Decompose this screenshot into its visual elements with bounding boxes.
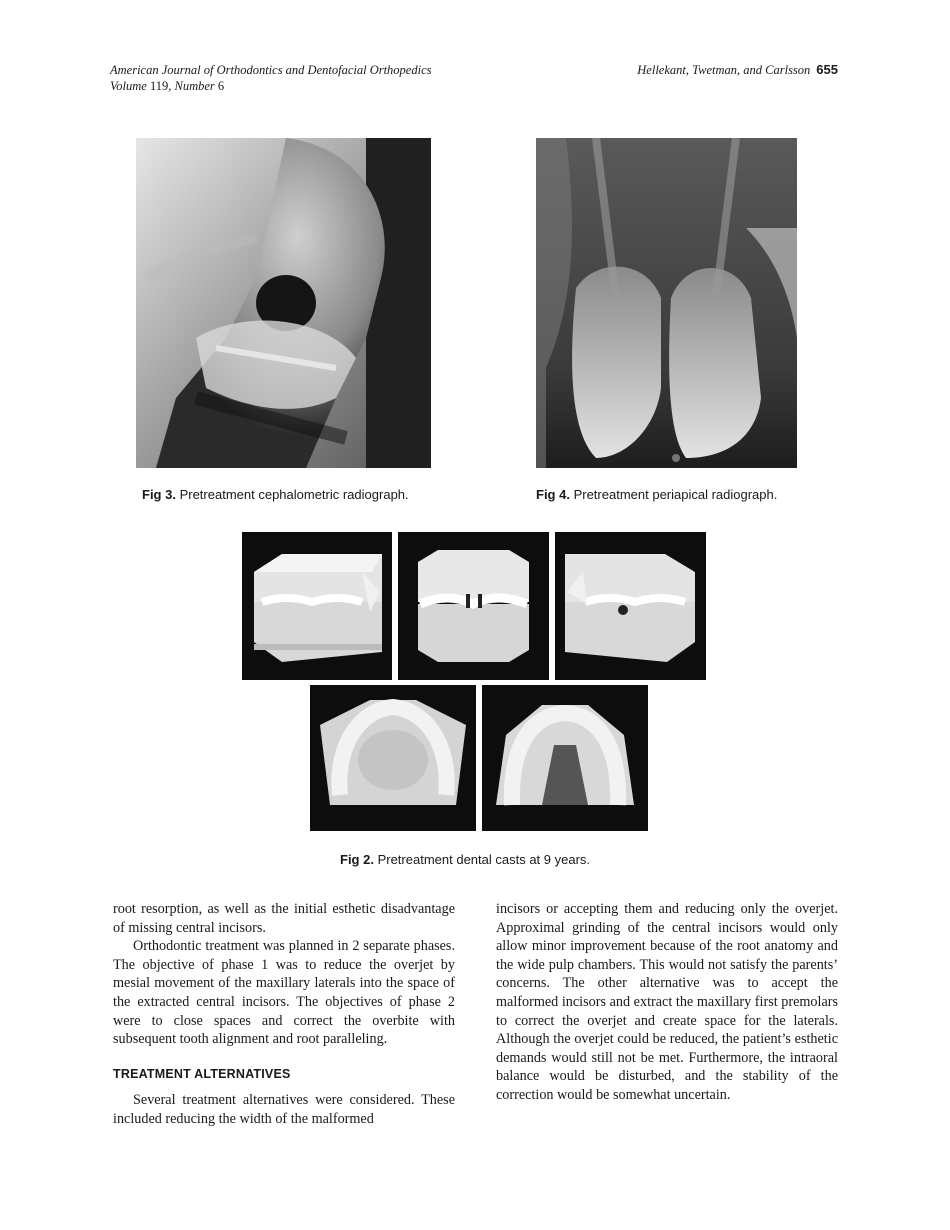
paragraph: Several treatment alternatives were considered. These included reducing the width of the malformed xyxy=(113,1092,455,1127)
periapical-radiograph-image xyxy=(536,138,797,468)
fig3-caption xyxy=(142,487,409,502)
authors: Hellekant, Twetman, and Carlsson xyxy=(637,63,811,77)
section-heading: TREATMENT ALTERNATIVES xyxy=(113,1066,291,1081)
dental-cast-mandibular-occlusal-view xyxy=(482,685,648,831)
dental-cast-frontal-view xyxy=(398,532,549,680)
paragraph: Orthodontic treatment was planned in 2 separate phases. The objective of phase 1 was to reduce the overjet by mesial movement of the maxillary laterals into the space of the extracted central incisors. The objectives of phase 2 were to close spaces and correct the overbite with subsequent tooth alignment and root paralleling. xyxy=(113,938,455,1048)
fig3-label: Fig 3. xyxy=(142,487,176,502)
running-header-journal xyxy=(110,62,432,94)
dental-cast-maxillary-occlusal-view xyxy=(310,685,476,831)
fig4-caption xyxy=(536,487,777,502)
left-column xyxy=(113,900,455,1129)
dental-cast-left-view xyxy=(555,532,706,680)
volume-line: Volume 119, Number 6 xyxy=(110,79,225,93)
paragraph: incisors or accepting them and reducing only the overjet. Approximal grinding of the central incisors would only allow minor improvement because of the root anatomy and the wide pulp chambers. This would not satisfy the parents’ concerns. The other alternative was to accept the malformed incisors and extract the maxillary first premolars to correct the overjet and create space for the laterals. Although the overjet could be reduced, the patient’s esthetic demands would still not be met. Furthermore, the intraoral balance would be disturbed, and the stability of the correction would be somewhat uncertain. xyxy=(496,901,838,1103)
cephalometric-radiograph-image xyxy=(136,138,431,468)
fig3-text: Pretreatment cephalometric radiograph. xyxy=(179,487,409,502)
page-number: 655 xyxy=(816,62,838,77)
running-header-authors xyxy=(637,62,838,78)
right-column xyxy=(496,900,838,1105)
fig4-label: Fig 4. xyxy=(536,487,570,502)
fig2-text: Pretreatment dental casts at 9 years. xyxy=(377,852,591,867)
journal-title: American Journal of Orthodontics and Dentofacial Orthopedics xyxy=(110,63,432,77)
fig2-label: Fig 2. xyxy=(340,852,374,867)
paragraph: root resorption, as well as the initial esthetic disadvantage of missing central incisors. xyxy=(113,901,455,936)
dental-cast-right-view xyxy=(242,532,392,680)
fig4-text: Pretreatment periapical radiograph. xyxy=(573,487,778,502)
fig2-caption xyxy=(340,852,590,867)
